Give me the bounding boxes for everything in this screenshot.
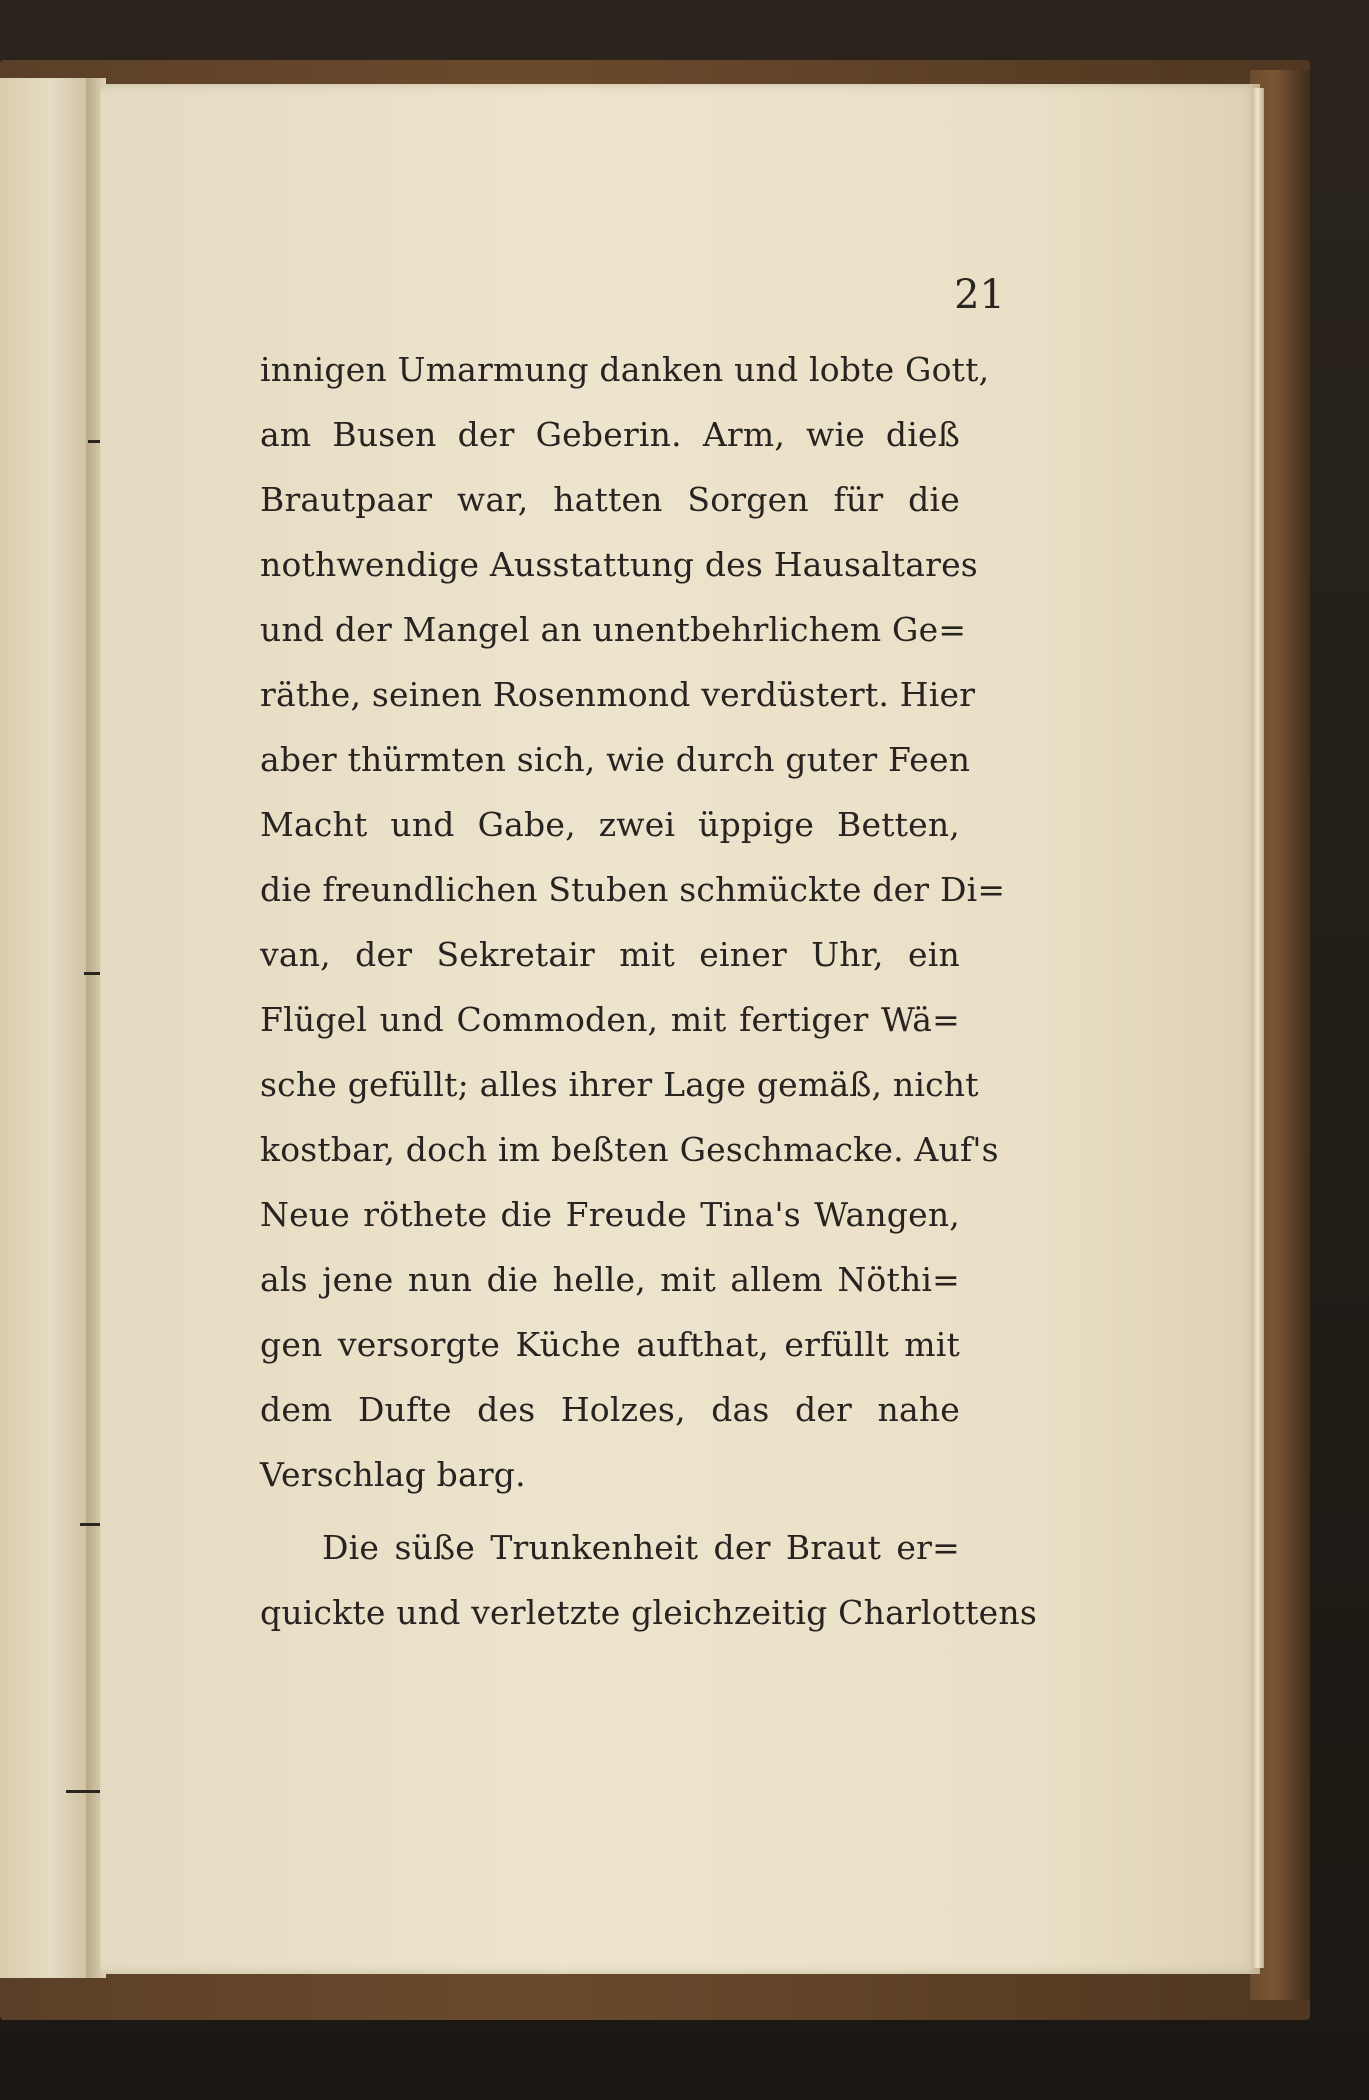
text-line: Neue röthete die Freude Tina's Wangen, bbox=[260, 1195, 960, 1234]
page-edge bbox=[1252, 88, 1264, 1968]
text-line: quickte und verletzte gleichzeitig Charlottens bbox=[260, 1593, 1037, 1632]
text-line: Die süße Trunkenheit der Braut er= bbox=[322, 1528, 960, 1567]
text-line: Macht und Gabe, zwei üppige Betten, bbox=[260, 805, 960, 844]
text-line: nothwendige Ausstattung des Hausaltares bbox=[260, 545, 978, 584]
text-line: und der Mangel an unentbehrlichem Ge= bbox=[260, 610, 967, 649]
text-line: dem Dufte des Holzes, das der nahe bbox=[260, 1390, 960, 1429]
text-line: Flügel und Commoden, mit fertiger Wä= bbox=[260, 1000, 960, 1039]
text-line: Verschlag barg. bbox=[260, 1455, 526, 1494]
text-line: Brautpaar war, hatten Sorgen für die bbox=[260, 480, 960, 519]
text-line: van, der Sekretair mit einer Uhr, ein bbox=[260, 935, 960, 974]
text-line: aber thürmten sich, wie durch guter Feen bbox=[260, 740, 971, 779]
page-number: 21 bbox=[954, 272, 1005, 318]
left-page-sliver bbox=[0, 78, 92, 1978]
text-line: als jene nun die helle, mit allem Nöthi= bbox=[260, 1260, 960, 1299]
text-line: räthe, seinen Rosenmond verdüstert. Hier bbox=[260, 675, 976, 714]
text-line: kostbar, doch im beßten Geschmacke. Auf's bbox=[260, 1130, 999, 1169]
text-line: die freundlichen Stuben schmückte der Di= bbox=[260, 870, 1006, 909]
text-line: innigen Umarmung danken und lobte Gott, bbox=[260, 350, 990, 389]
text-line: sche gefüllt; alles ihrer Lage gemäß, nicht bbox=[260, 1065, 979, 1104]
text-line: gen versorgte Küche aufthat, erfüllt mit bbox=[260, 1325, 960, 1364]
text-line: am Busen der Geberin. Arm, wie dieß bbox=[260, 415, 960, 454]
